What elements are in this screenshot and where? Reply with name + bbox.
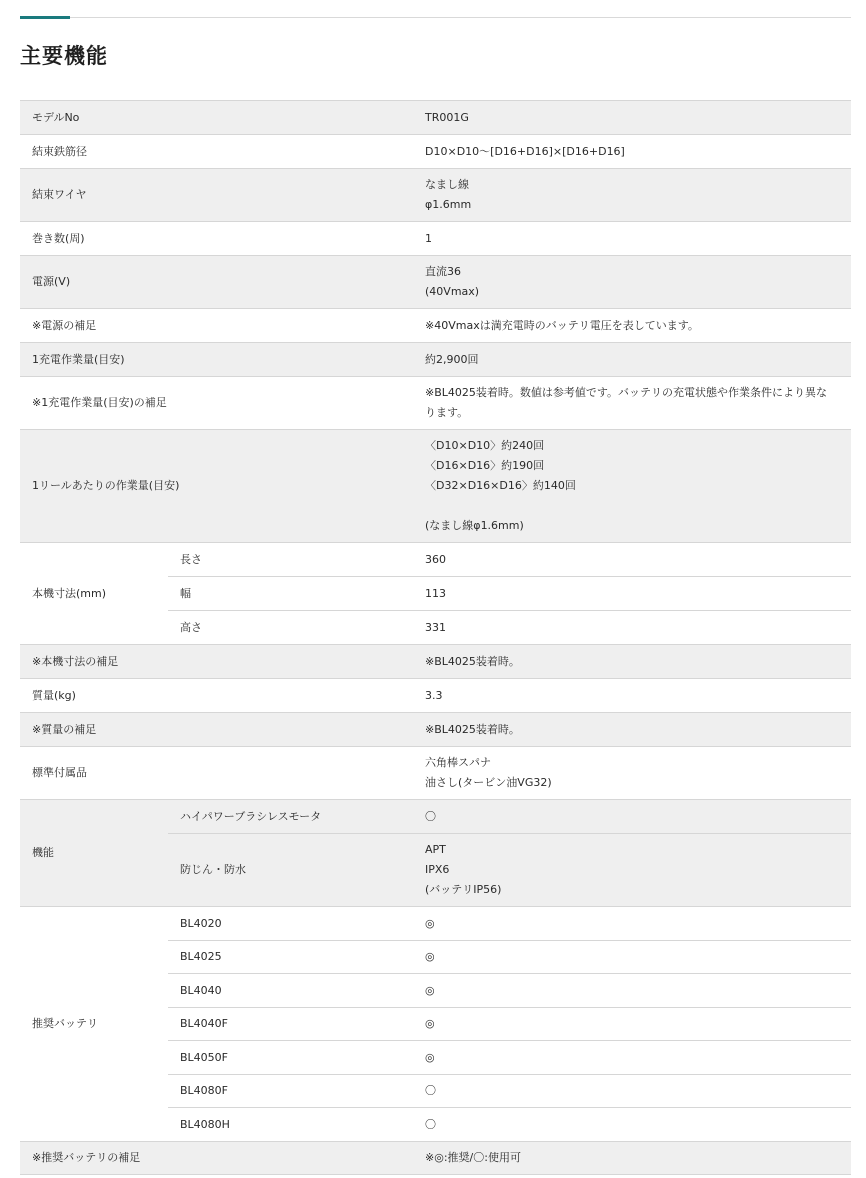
value-line: 〈D10×D10〉約240回 [425, 439, 545, 452]
row-value: ◎ [413, 974, 851, 1008]
value-line: φ1.6mm [425, 198, 472, 211]
table-row [20, 1142, 851, 1175]
row-label: ※電源の補足 [20, 309, 413, 343]
row-label: 1リールあたりの作業量(目安) [20, 430, 413, 543]
row-value: 〇 [413, 1108, 851, 1142]
row-label: ※質量の補足 [20, 713, 413, 747]
row-label: 標準付属品 [20, 747, 413, 800]
row-value: 1 [413, 222, 851, 256]
row-value: 3.3 [413, 679, 851, 713]
sub-label: BL4080F [168, 1075, 413, 1108]
row-value [413, 430, 851, 543]
row-value: ※40Vmaxは満充電時のバッテリ電圧を表しています。 [413, 309, 851, 343]
row-label: ※1充電作業量(目安)の補足 [20, 377, 413, 430]
table-row [20, 800, 851, 834]
sub-label: 長さ [168, 543, 413, 577]
sub-label: 高さ [168, 611, 413, 645]
table-row [20, 101, 851, 135]
blank-line [425, 496, 839, 516]
sub-label: BL4050F [168, 1041, 413, 1075]
row-label: モデルNo [20, 101, 413, 135]
row-value: 約2,900回 [413, 343, 851, 377]
sub-label: 幅 [168, 577, 413, 611]
row-value: ※BL4025装着時。 [413, 645, 851, 679]
top-divider [20, 17, 851, 18]
row-value: ※BL4025装着時。 [413, 713, 851, 747]
value-line: 直流36 [425, 265, 462, 278]
row-value: ◎ [413, 1041, 851, 1075]
table-row [20, 907, 851, 941]
row-value: 360 [413, 543, 851, 577]
row-value: TR001G [413, 101, 851, 135]
table-row [20, 747, 851, 800]
value-line: なまし線 [425, 178, 470, 191]
row-value: 331 [413, 611, 851, 645]
value-line: APT [425, 843, 446, 856]
table-row [20, 135, 851, 169]
row-value: 113 [413, 577, 851, 611]
table-row [20, 679, 851, 713]
table-row [20, 645, 851, 679]
row-label: 1充電作業量(目安) [20, 343, 413, 377]
table-row [20, 222, 851, 256]
row-value: 〇 [413, 800, 851, 834]
row-value [413, 834, 851, 907]
row-value [413, 169, 851, 222]
table-row [20, 430, 851, 543]
value-line: (40Vmax) [425, 285, 480, 298]
row-label: ※推奨バッテリの補足 [20, 1142, 413, 1175]
sub-label: BL4020 [168, 907, 413, 941]
value-line: (バッテリIP56) [425, 883, 502, 896]
value-line: (なまし線φ1.6mm) [425, 519, 524, 532]
row-value: ◎ [413, 907, 851, 941]
group-label: 本機寸法(mm) [20, 543, 168, 645]
table-row [20, 543, 851, 577]
value-line: 〈D16×D16〉約190回 [425, 459, 545, 472]
row-value [413, 377, 851, 430]
row-label: ※本機寸法の補足 [20, 645, 413, 679]
sub-label: BL4080H [168, 1108, 413, 1142]
value-line: ※BL4025装着時。数値は参考値です。バッテリの充電状態や作業条件により異な [425, 386, 828, 399]
row-value: ◎ [413, 941, 851, 974]
sub-label: 防じん・防水 [168, 834, 413, 907]
row-label: 質量(kg) [20, 679, 413, 713]
table-row [20, 169, 851, 222]
sub-label: BL4040 [168, 974, 413, 1008]
value-line: ります。 [425, 406, 469, 419]
table-row [20, 256, 851, 309]
section-accent-bar [20, 16, 70, 19]
row-value: ※◎:推奨/〇:使用可 [413, 1142, 851, 1175]
group-label: 機能 [20, 800, 168, 907]
sub-label: BL4040F [168, 1008, 413, 1041]
row-value [413, 256, 851, 309]
sub-label: ハイパワーブラシレスモータ [168, 800, 413, 834]
row-label: 巻き数(周) [20, 222, 413, 256]
spec-table [20, 100, 851, 1175]
row-label: 結束鉄筋径 [20, 135, 413, 169]
value-line: 油さし(タービン油VG32) [425, 776, 552, 789]
table-row [20, 309, 851, 343]
row-value: ◎ [413, 1008, 851, 1041]
row-value [413, 747, 851, 800]
group-label: 推奨バッテリ [20, 907, 168, 1142]
table-row [20, 343, 851, 377]
page-title: 主要機能 [20, 44, 108, 68]
row-value: D10×D10～[D16+D16]×[D16+D16] [413, 135, 851, 169]
row-value: 〇 [413, 1075, 851, 1108]
value-line: 〈D32×D16×D16〉約140回 [425, 479, 576, 492]
row-label: 結束ワイヤ [20, 169, 413, 222]
row-label: 電源(V) [20, 256, 413, 309]
value-line: 六角棒スパナ [425, 756, 492, 769]
value-line: IPX6 [425, 863, 450, 876]
table-row [20, 713, 851, 747]
sub-label: BL4025 [168, 941, 413, 974]
table-row [20, 377, 851, 430]
